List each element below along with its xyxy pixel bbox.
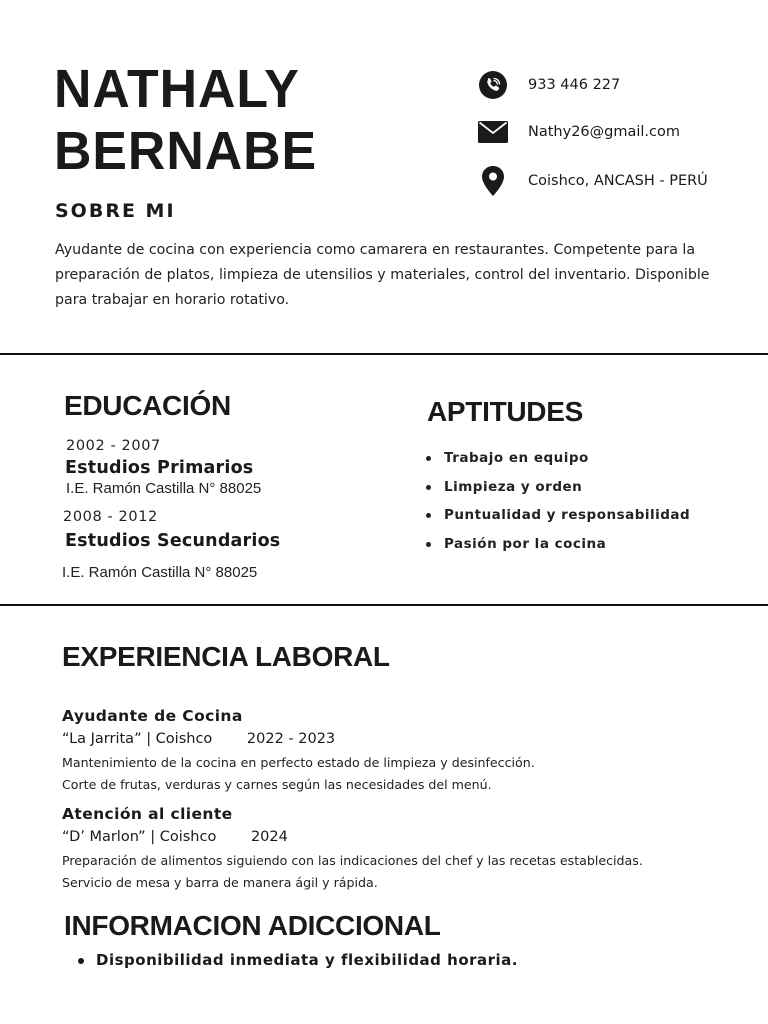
skills-list — [426, 448, 690, 562]
education-years: 2008 - 2012 — [63, 509, 158, 525]
list-item: Limpieza y orden — [426, 477, 690, 506]
job-period: 2024 — [250, 829, 288, 845]
education-school: I.E. Ramón Castilla N° 88025 — [62, 564, 258, 581]
job-duty: Preparación de alimentos siguiendo con las indicaciones del chef y las recetas establecidas. — [62, 853, 643, 868]
phone-number: 933 446 227 — [528, 77, 621, 93]
contact-phone — [478, 70, 620, 100]
full-name — [54, 58, 317, 182]
education-degree: Estudios Secundarios — [65, 531, 281, 551]
job-description — [62, 850, 643, 894]
job-duty: Mantenimiento de la cocina en perfecto estado de limpieza y desinfección. — [62, 755, 535, 770]
phone-icon — [478, 70, 508, 100]
first-name: NATHALY — [54, 59, 300, 119]
about-text: Ayudante de cocina con experiencia como camarera en restaurantes. Competente para la preparación de platos, limpieza de utensilios y materiales, control del inventario. Disponible para trabajar en horario rotativo. — [55, 242, 710, 308]
education-school: I.E. Ramón Castilla N° 88025 — [66, 480, 262, 497]
job-employer: “D’ Marlon” | Coishco — [62, 829, 217, 845]
education-years: 2002 - 2007 — [66, 438, 161, 454]
job-description — [62, 752, 535, 796]
contact-email — [478, 117, 680, 147]
additional-title: INFORMACION ADICCIONAL — [64, 910, 441, 941]
list-item: Puntualidad y responsabilidad — [426, 505, 690, 534]
location: Coishco, ANCASH - PERÚ — [528, 173, 708, 189]
list-item: Disponibilidad inmediata y flexibilidad horaria. — [78, 951, 518, 969]
email-address: Nathy26@gmail.com — [528, 124, 680, 140]
section-divider — [0, 604, 768, 606]
education-title: EDUCACIÓN — [64, 390, 231, 421]
contact-location — [478, 166, 708, 196]
skills-title: APTITUDES — [427, 396, 583, 427]
job-title: Atención al cliente — [62, 805, 233, 823]
list-item: Trabajo en equipo — [426, 448, 690, 477]
list-item: Pasión por la cocina — [426, 534, 690, 563]
about-title: SOBRE MI — [55, 200, 176, 222]
job-duty: Servicio de mesa y barra de manera ágil y rápida. — [62, 875, 378, 890]
envelope-icon — [478, 117, 508, 147]
experience-title: EXPERIENCIA LABORAL — [62, 641, 390, 672]
job-period: 2022 - 2023 — [246, 731, 336, 747]
job-title: Ayudante de Cocina — [62, 707, 243, 725]
additional-list — [78, 951, 518, 969]
section-divider — [0, 353, 768, 355]
job-place — [62, 731, 335, 747]
map-pin-icon — [478, 166, 508, 196]
job-place — [62, 829, 288, 845]
job-employer: “La Jarrita” | Coishco — [62, 731, 213, 747]
last-name: BERNABE — [54, 121, 318, 181]
education-degree: Estudios Primarios — [65, 458, 254, 478]
job-duty: Corte de frutas, verduras y carnes según las necesidades del menú. — [62, 777, 492, 792]
